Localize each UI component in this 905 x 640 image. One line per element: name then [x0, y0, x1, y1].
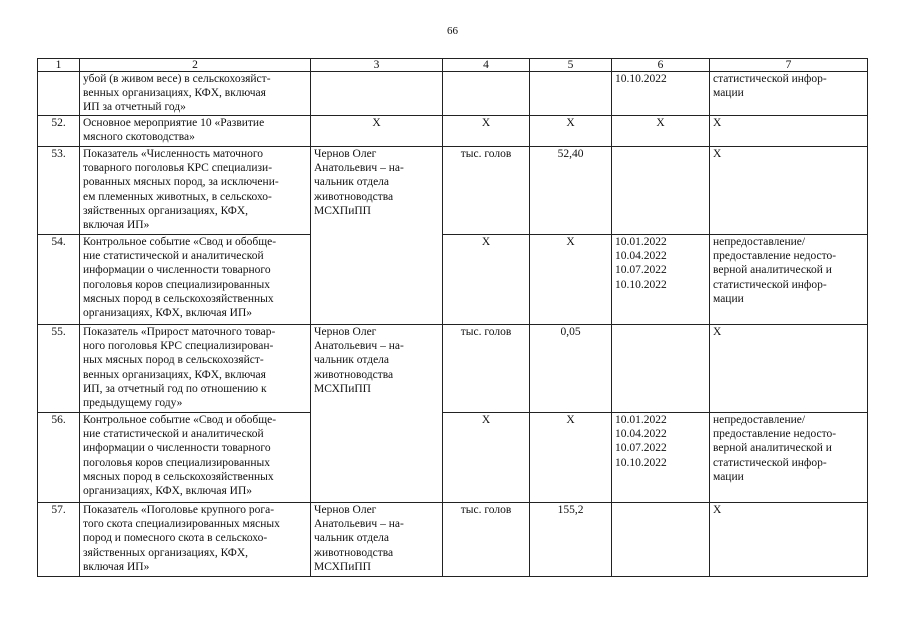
date: 10.07.2022 — [615, 264, 667, 277]
cell-unit — [443, 72, 530, 116]
cell-dates — [612, 325, 710, 413]
line: того скота специализированных мясных — [83, 518, 280, 531]
line: мясного скотоводства» — [83, 131, 195, 144]
cell-unit: тыс. голов — [443, 147, 530, 235]
cell-num: 53. — [38, 147, 80, 235]
line: статистической инфор- — [713, 456, 827, 469]
cell-risk — [710, 413, 868, 503]
line: МСХПиПП — [314, 560, 371, 573]
page-number: 66 — [447, 25, 458, 37]
header-cell-7: 7 — [710, 59, 868, 72]
cell-dates — [612, 413, 710, 503]
cell-value: 0,05 — [530, 325, 612, 413]
cell-value: Х — [530, 235, 612, 325]
line: чальник отдела — [314, 532, 390, 545]
cell-risk: Х — [710, 147, 868, 235]
date: 10.10.2022 — [615, 73, 667, 85]
line: зяйственных организациях, КФХ, — [83, 204, 249, 217]
cell-risk: Х — [710, 116, 868, 147]
cell-unit: Х — [443, 413, 530, 503]
line: животноводства — [314, 546, 394, 559]
cell-description — [80, 72, 311, 116]
header-cell-3: 3 — [311, 59, 443, 72]
line: чальник отдела — [314, 176, 390, 189]
cell-value: 52,40 — [530, 147, 612, 235]
line: верной аналитической и — [713, 264, 832, 277]
cell-dates — [612, 235, 710, 325]
line: Основное мероприятие 10 «Развитие — [83, 117, 265, 129]
cell-dates — [612, 72, 710, 116]
cell-dates — [612, 503, 710, 577]
header-cell-1: 1 — [38, 59, 80, 72]
line: убой (в живом весе) в сельскохозяйст- — [83, 73, 271, 85]
line: Показатель «Численность маточного — [83, 148, 264, 160]
line: ние статистической и аналитической — [83, 428, 264, 441]
line: мясных пород в сельскохозяйственных — [83, 292, 274, 305]
cell-responsible — [311, 503, 443, 577]
cell-description — [80, 116, 311, 147]
line: Чернов Олег — [314, 326, 377, 338]
cell-risk: Х — [710, 325, 868, 413]
line: Чернов Олег — [314, 504, 377, 516]
line: организациях, КФХ, включая ИП» — [83, 485, 253, 498]
line: верной аналитической и — [713, 442, 832, 455]
cell-risk — [710, 72, 868, 116]
line: товарного поголовья КРС специализи- — [83, 162, 273, 175]
line: животноводства — [314, 190, 394, 203]
line: МСХПиПП — [314, 382, 371, 395]
line: поголовья коров специализированных — [83, 278, 270, 291]
line: организациях, КФХ, включая ИП» — [83, 307, 253, 320]
cell-description — [80, 235, 311, 325]
header-cell-5: 5 — [530, 59, 612, 72]
line: рованных мясных пород, за исключени- — [83, 176, 279, 189]
line: Анатольевич – на- — [314, 518, 404, 531]
cell-num: 57. — [38, 503, 80, 577]
date: 10.01.2022 — [615, 414, 667, 426]
line: ние статистической и аналитической — [83, 250, 264, 263]
line: предоставление недосто- — [713, 250, 837, 263]
date: 10.01.2022 — [615, 236, 667, 248]
line: ных мясных пород в сельскохозяйст- — [83, 354, 264, 367]
table-row-52 — [38, 116, 868, 147]
header-cell-6: 6 — [612, 59, 710, 72]
table-row-continuation — [38, 72, 868, 116]
table-row-55 — [38, 325, 868, 413]
cell-responsible — [311, 72, 443, 116]
date: 10.04.2022 — [615, 250, 667, 263]
document-table — [37, 58, 868, 577]
line: животноводства — [314, 368, 394, 381]
cell-num — [38, 72, 80, 116]
date: 10.07.2022 — [615, 442, 667, 455]
cell-description — [80, 147, 311, 235]
line: непредоставление/ — [713, 414, 806, 426]
cell-risk: Х — [710, 503, 868, 577]
cell-num: 54. — [38, 235, 80, 325]
line: Контрольное событие «Свод и обобще- — [83, 236, 277, 248]
table-row-57 — [38, 503, 868, 577]
line: Анатольевич – на- — [314, 162, 404, 175]
header-row — [38, 59, 868, 72]
cell-description — [80, 325, 311, 413]
line: Анатольевич – на- — [314, 340, 404, 353]
table-row-53 — [38, 147, 868, 235]
cell-num: 56. — [38, 413, 80, 503]
line: венных организациях, КФХ, включая — [83, 368, 266, 381]
line: ИП за отчетный год» — [83, 101, 186, 114]
line: статистической инфор- — [713, 73, 827, 85]
line: поголовья коров специализированных — [83, 456, 270, 469]
line: предоставление недосто- — [713, 428, 837, 441]
date: 10.10.2022 — [615, 456, 667, 469]
line: предыдущему году» — [83, 397, 183, 410]
line: ем племенных животных, в сельскохо- — [83, 190, 272, 203]
cell-dates — [612, 147, 710, 235]
header-cell-4: 4 — [443, 59, 530, 72]
cell-responsible: Х — [311, 116, 443, 147]
cell-description — [80, 503, 311, 577]
cell-responsible — [311, 325, 443, 503]
cell-description — [80, 413, 311, 503]
line: венных организациях, КФХ, включая — [83, 87, 266, 100]
line: Показатель «Поголовье крупного рога- — [83, 504, 275, 516]
line: мации — [713, 87, 744, 100]
date: 10.04.2022 — [615, 428, 667, 441]
line: непредоставление/ — [713, 236, 806, 248]
line: пород и помесного скота в сельскохо- — [83, 532, 268, 545]
line: включая ИП» — [83, 560, 150, 573]
line: включая ИП» — [83, 219, 150, 232]
line: статистической инфор- — [713, 278, 827, 291]
cell-unit: Х — [443, 235, 530, 325]
cell-unit: Х — [443, 116, 530, 147]
table-row-54 — [38, 235, 868, 325]
line: чальник отдела — [314, 354, 390, 367]
line: Контрольное событие «Свод и обобще- — [83, 414, 277, 426]
line: Показатель «Прирост маточного товар- — [83, 326, 276, 338]
cell-num: 52. — [38, 116, 80, 147]
line: мясных пород в сельскохозяйственных — [83, 470, 274, 483]
line: информации о численности товарного — [83, 264, 271, 277]
cell-dates: Х — [612, 116, 710, 147]
line: ного поголовья КРС специализирован- — [83, 340, 274, 353]
line: информации о численности товарного — [83, 442, 271, 455]
table-row-56 — [38, 413, 868, 503]
cell-value: Х — [530, 116, 612, 147]
cell-value: Х — [530, 413, 612, 503]
line: МСХПиПП — [314, 204, 371, 217]
line: ИП, за отчетный год по отношению к — [83, 382, 267, 395]
header-cell-2: 2 — [80, 59, 311, 72]
line: мации — [713, 470, 744, 483]
cell-unit: тыс. голов — [443, 325, 530, 413]
line: мации — [713, 292, 744, 305]
cell-value — [530, 72, 612, 116]
cell-responsible — [311, 147, 443, 325]
cell-unit: тыс. голов — [443, 503, 530, 577]
cell-risk — [710, 235, 868, 325]
cell-num: 55. — [38, 325, 80, 413]
cell-value: 155,2 — [530, 503, 612, 577]
line: зяйственных организациях, КФХ, — [83, 546, 249, 559]
date: 10.10.2022 — [615, 278, 667, 291]
line: Чернов Олег — [314, 148, 377, 160]
